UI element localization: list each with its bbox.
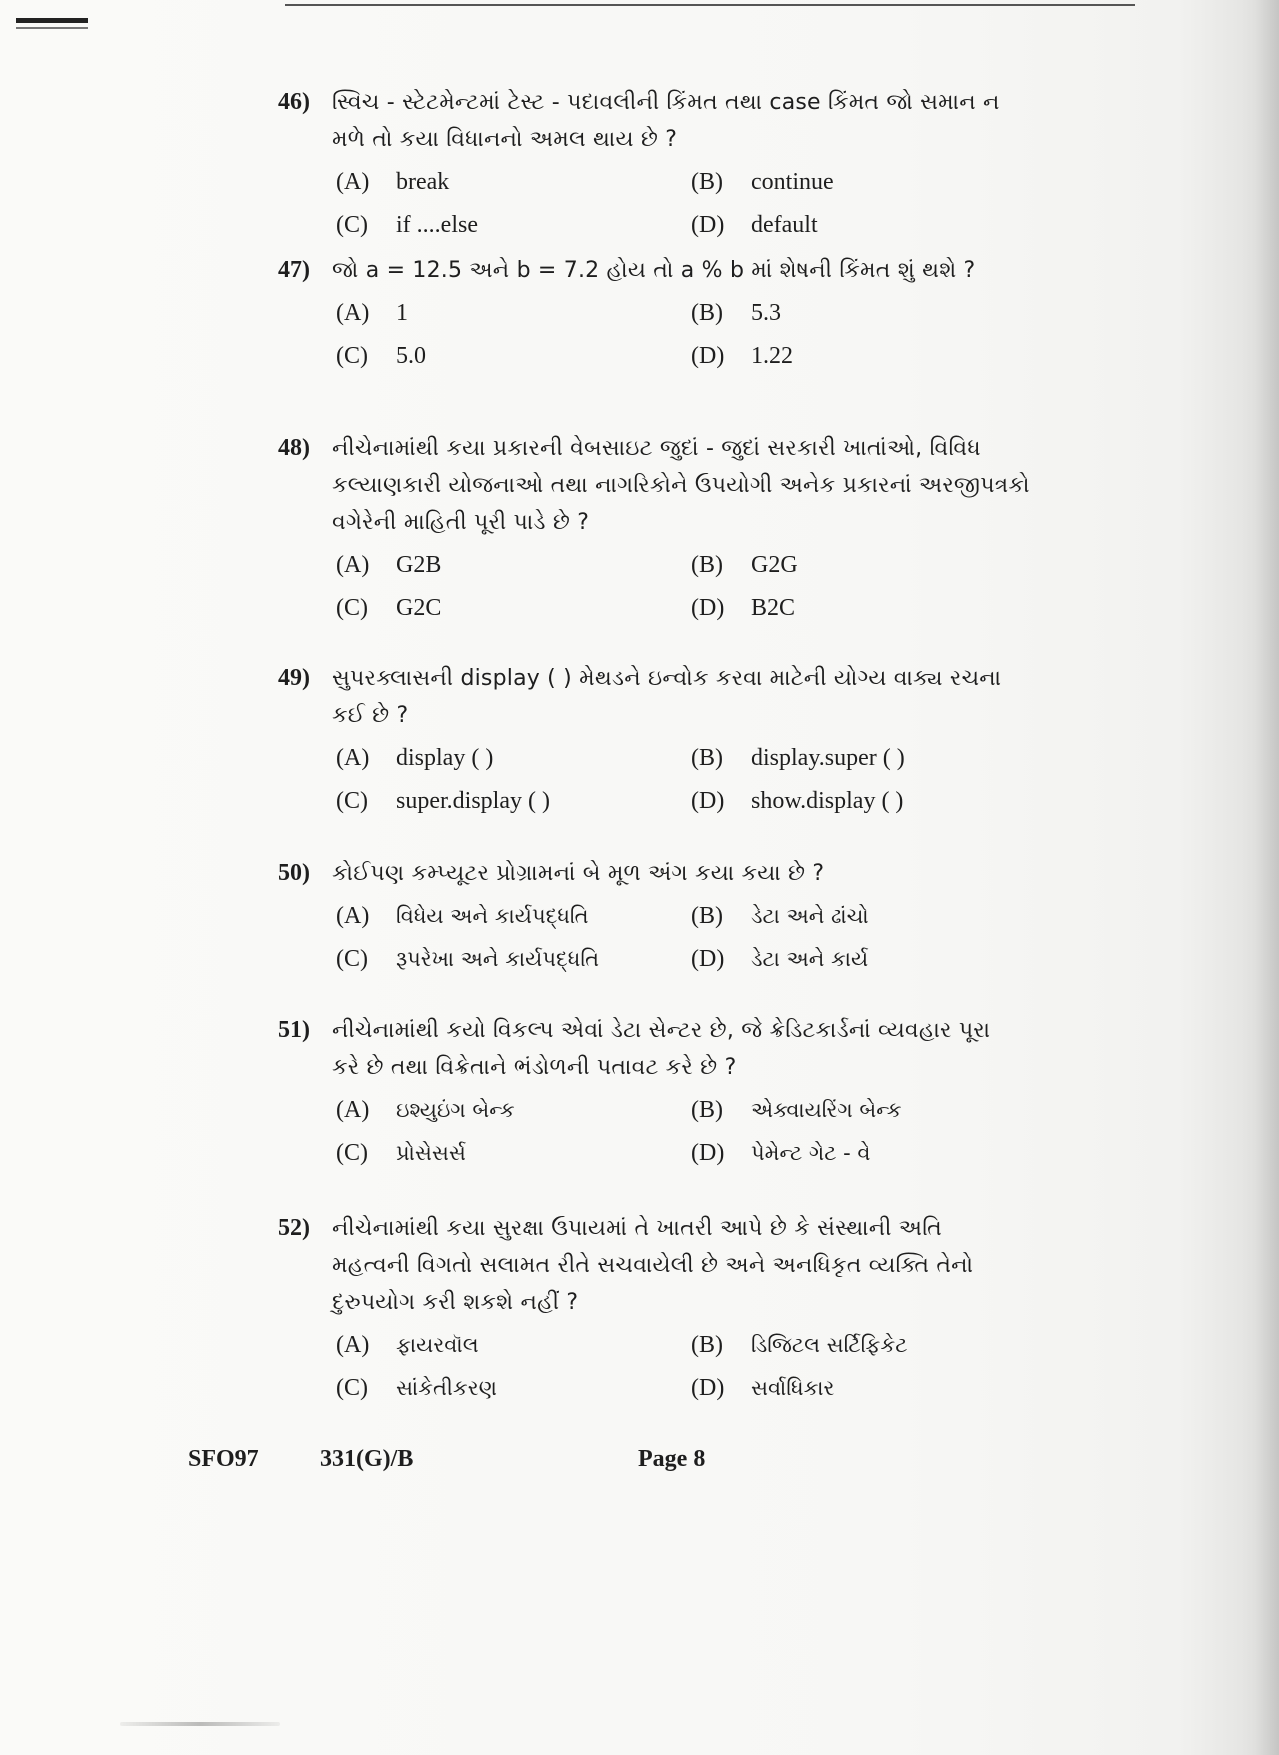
option-label: (A) xyxy=(336,1097,370,1123)
answer-option xyxy=(336,547,691,584)
question-item xyxy=(278,1012,1038,1172)
question-number: 52) xyxy=(278,1215,310,1241)
option-text: પ્રોસેસર્સ xyxy=(396,1141,466,1165)
option-label: (B) xyxy=(691,1097,723,1123)
answer-options xyxy=(336,740,1038,820)
option-label: (C) xyxy=(336,946,368,972)
question-line xyxy=(278,1012,1038,1049)
footer-paper-code: 331(G)/B xyxy=(320,1446,414,1472)
page-edge-shadow xyxy=(1255,0,1279,1755)
option-text: display ( ) xyxy=(396,745,494,771)
option-text: સર્વાધિકાર xyxy=(751,1376,835,1400)
question-line xyxy=(278,467,1038,504)
option-text: પેમેન્ટ ગેટ - વે xyxy=(751,1141,871,1165)
question-item xyxy=(278,660,1038,820)
footer-page-number: Page 8 xyxy=(638,1446,706,1472)
option-text: G2B xyxy=(396,552,442,578)
option-text: 5.3 xyxy=(751,300,781,326)
option-text: ડેટા અને કાર્ય xyxy=(751,947,869,971)
scan-mark xyxy=(16,18,88,23)
answer-option xyxy=(336,338,691,375)
answer-option xyxy=(336,590,691,627)
option-text: display.super ( ) xyxy=(751,745,905,771)
question-number: 48) xyxy=(278,435,310,461)
option-text: show.display ( ) xyxy=(751,788,904,814)
option-label: (D) xyxy=(691,946,725,972)
option-text: ડિજિટલ સર્ટિફિકેટ xyxy=(751,1333,908,1357)
question-text: નીચેનામાંથી કયો વિકલ્પ એવાં ડેટા સેન્ટર છે, જે ક્રેડિટકાર્ડનાં વ્યવહાર પૂરા xyxy=(332,1018,991,1043)
question-item xyxy=(278,430,1038,627)
answer-option xyxy=(336,1135,691,1172)
question-line xyxy=(278,697,1038,734)
answer-option xyxy=(691,941,1046,978)
question-line xyxy=(278,1284,1038,1321)
answer-option xyxy=(691,1092,1046,1129)
option-text: break xyxy=(396,169,450,195)
question-line xyxy=(278,660,1038,697)
answer-option xyxy=(336,207,691,244)
question-text: સ્વિચ - સ્ટેટમેન્ટમાં ટેસ્ટ - પદાવલીની કિંમત તથા case કિંમત જો સમાન ન xyxy=(332,90,1000,115)
answer-options xyxy=(336,1092,1038,1172)
option-text: ફાયરવૉલ xyxy=(396,1333,479,1357)
answer-option xyxy=(691,783,1046,820)
question-line xyxy=(278,1210,1038,1247)
option-label: (B) xyxy=(691,300,723,326)
option-label: (D) xyxy=(691,595,725,621)
question-item xyxy=(278,1210,1038,1407)
option-label: (C) xyxy=(336,788,368,814)
option-label: (A) xyxy=(336,1332,370,1358)
option-label: (A) xyxy=(336,169,370,195)
answer-option xyxy=(691,1327,1046,1364)
option-label: (D) xyxy=(691,788,725,814)
answer-option xyxy=(691,1135,1046,1172)
option-label: (D) xyxy=(691,212,725,238)
question-line xyxy=(278,84,1038,121)
option-text: ડેટા અને ઢાંચો xyxy=(751,904,869,928)
question-line xyxy=(278,1247,1038,1284)
question-text: કોઈપણ કમ્પ્યૂટર પ્રોગ્રામનાં બે મૂળ અંગ કયા કયા છે ? xyxy=(332,861,825,886)
option-label: (C) xyxy=(336,595,368,621)
option-text: 1.22 xyxy=(751,343,793,369)
answer-option xyxy=(336,783,691,820)
option-label: (B) xyxy=(691,1332,723,1358)
answer-options xyxy=(336,547,1038,627)
answer-option xyxy=(336,740,691,777)
answer-option xyxy=(336,295,691,332)
answer-options xyxy=(336,164,1038,244)
question-text: નીચેનામાંથી કયા પ્રકારની વેબસાઇટ જુદાં - જુદાં સરકારી ખાતાંઓ, વિવિધ xyxy=(332,436,981,461)
question-text: મહત્વની વિગતો સલામત રીતે સચવાયેલી છે અને અનધિકૃત વ્યક્તિ તેનો xyxy=(332,1253,974,1278)
question-line xyxy=(278,504,1038,541)
question-number: 49) xyxy=(278,665,310,691)
option-label: (B) xyxy=(691,903,723,929)
option-label: (C) xyxy=(336,1140,368,1166)
option-text: if ....else xyxy=(396,212,478,238)
option-label: (C) xyxy=(336,212,368,238)
footer-code: SFO97 xyxy=(188,1446,259,1472)
option-text: default xyxy=(751,212,818,238)
question-text: દુરુપયોગ કરી શકશે નહીં ? xyxy=(332,1290,579,1315)
question-text: કલ્યાણકારી યોજનાઓ તથા નાગરિકોને ઉપયોગી અનેક પ્રકારનાં અરજીપત્રકો xyxy=(332,473,1030,498)
question-text: વગેરેની માહિતી પૂરી પાડે છે ? xyxy=(332,510,590,535)
option-text: ઇશ્યુઇંગ બેન્ક xyxy=(396,1098,515,1122)
option-text: સાંકેતીકરણ xyxy=(396,1376,497,1400)
option-text: continue xyxy=(751,169,834,195)
question-number: 46) xyxy=(278,89,310,115)
answer-option xyxy=(691,898,1046,935)
option-label: (D) xyxy=(691,1375,725,1401)
answer-options xyxy=(336,1327,1038,1407)
question-text: નીચેનામાંથી કયા સુરક્ષા ઉપાયમાં તે ખાતરી આપે છે કે સંસ્થાની અતિ xyxy=(332,1216,942,1241)
option-text: B2C xyxy=(751,595,796,621)
question-line xyxy=(278,121,1038,158)
option-label: (D) xyxy=(691,1140,725,1166)
option-label: (A) xyxy=(336,300,370,326)
question-item xyxy=(278,84,1038,244)
option-label: (A) xyxy=(336,552,370,578)
option-text: રૂપરેખા અને કાર્યપદ્ધતિ xyxy=(396,947,600,971)
question-text: સુપરક્લાસની display ( ) મેથડને ઇન્વોક કરવા માટેની યોગ્ય વાક્ય રચના xyxy=(332,666,1002,691)
answer-option xyxy=(336,941,691,978)
answer-options xyxy=(336,898,1038,978)
question-text: કઈ છે ? xyxy=(332,703,409,728)
option-text: વિધેય અને કાર્યપદ્ધતિ xyxy=(396,904,589,928)
option-label: (A) xyxy=(336,745,370,771)
option-text: G2G xyxy=(751,552,798,578)
answer-option xyxy=(336,164,691,201)
top-rule xyxy=(285,4,1135,6)
answer-option xyxy=(336,1370,691,1407)
answer-option xyxy=(691,164,1046,201)
answer-options xyxy=(336,295,1038,375)
option-text: G2C xyxy=(396,595,442,621)
scan-smudge xyxy=(120,1722,280,1726)
question-number: 47) xyxy=(278,257,310,283)
answer-option xyxy=(336,898,691,935)
answer-option xyxy=(691,1370,1046,1407)
answer-option xyxy=(336,1092,691,1129)
option-text: એક્વાયરિંગ બેન્ક xyxy=(751,1098,902,1122)
answer-option xyxy=(336,1327,691,1364)
question-line xyxy=(278,1049,1038,1086)
question-number: 50) xyxy=(278,860,310,886)
question-text: મળે તો કયા વિધાનનો અમલ થાય છે ? xyxy=(332,127,678,152)
answer-option xyxy=(691,740,1046,777)
option-label: (B) xyxy=(691,169,723,195)
option-label: (B) xyxy=(691,745,723,771)
option-text: 1 xyxy=(396,300,408,326)
option-label: (B) xyxy=(691,552,723,578)
question-text: જો a = 12.5 અને b = 7.2 હોય તો a % b માં શેષની કિંમત શું થશે ? xyxy=(332,258,976,283)
answer-option xyxy=(691,295,1046,332)
scan-mark-underline xyxy=(16,27,88,29)
question-line xyxy=(278,855,1038,892)
question-line xyxy=(278,252,1038,289)
question-item xyxy=(278,855,1038,978)
answer-option xyxy=(691,547,1046,584)
option-text: super.display ( ) xyxy=(396,788,550,814)
question-number: 51) xyxy=(278,1017,310,1043)
option-label: (C) xyxy=(336,343,368,369)
question-text: કરે છે તથા વિક્રેતાને ભંડોળની પતાવટ કરે છે ? xyxy=(332,1055,737,1080)
option-label: (D) xyxy=(691,343,725,369)
answer-option xyxy=(691,590,1046,627)
answer-option xyxy=(691,338,1046,375)
answer-option xyxy=(691,207,1046,244)
option-text: 5.0 xyxy=(396,343,426,369)
option-label: (C) xyxy=(336,1375,368,1401)
question-item xyxy=(278,252,1038,375)
option-label: (A) xyxy=(336,903,370,929)
question-line xyxy=(278,430,1038,467)
